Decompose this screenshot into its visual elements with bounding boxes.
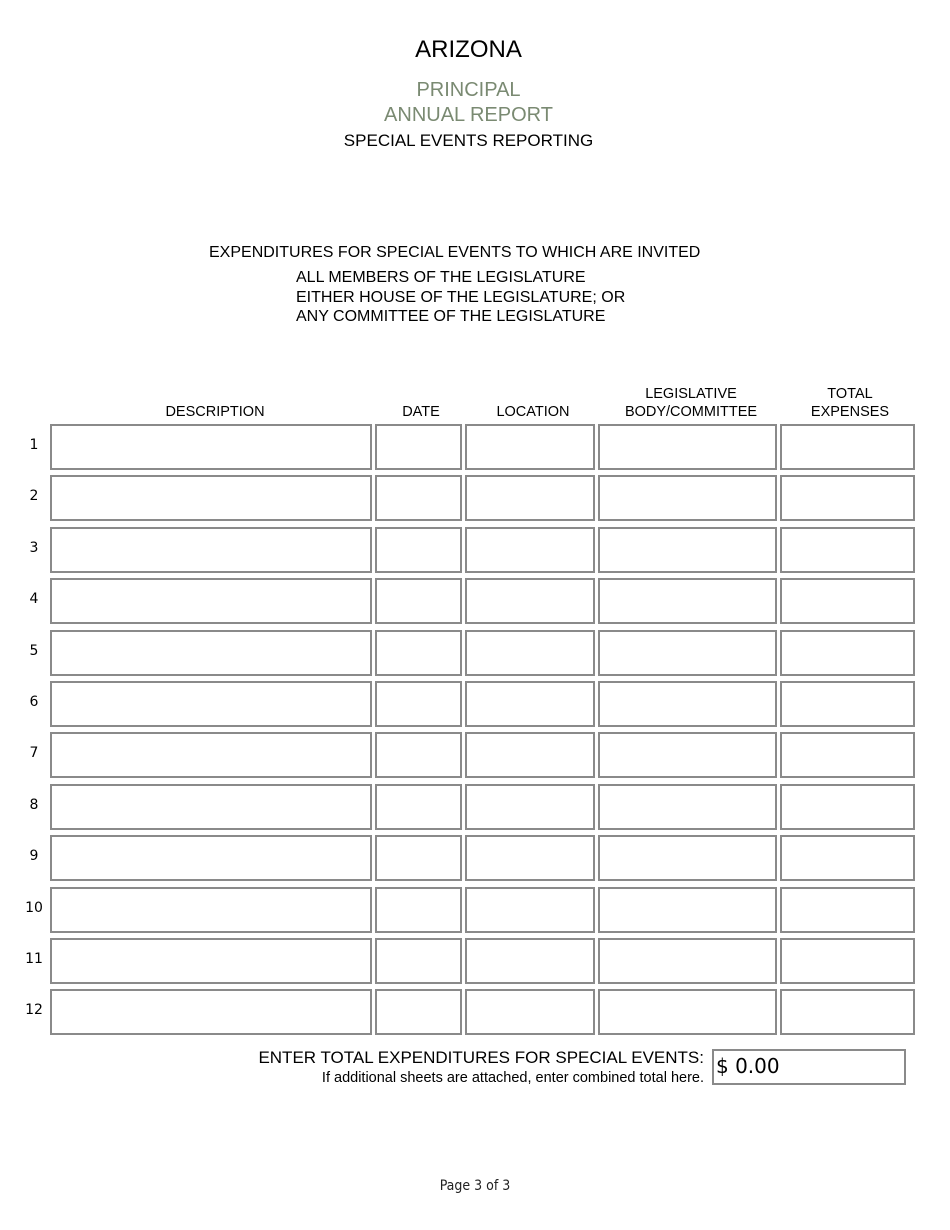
column-header-total-line1: TOTAL xyxy=(827,386,873,402)
date-field[interactable] xyxy=(375,475,462,521)
legislative-body-field[interactable] xyxy=(598,630,777,676)
location-field[interactable] xyxy=(465,475,595,521)
legislative-body-field[interactable] xyxy=(598,732,777,778)
legislative-body-field[interactable] xyxy=(598,578,777,624)
total-expenses-field[interactable] xyxy=(780,527,915,573)
total-expenses-field[interactable] xyxy=(780,989,915,1035)
date-field[interactable] xyxy=(375,681,462,727)
row-number: 10 xyxy=(25,900,43,916)
row-number: 12 xyxy=(25,1002,43,1018)
report-type-line2: ANNUAL REPORT xyxy=(384,104,553,126)
description-field[interactable] xyxy=(50,424,372,470)
total-expenses-field[interactable] xyxy=(780,732,915,778)
total-expenses-field[interactable] xyxy=(780,630,915,676)
state-title: ARIZONA xyxy=(415,36,522,63)
legislative-body-field[interactable] xyxy=(598,835,777,881)
report-section-title: SPECIAL EVENTS REPORTING xyxy=(343,131,594,150)
location-field[interactable] xyxy=(465,578,595,624)
date-field[interactable] xyxy=(375,784,462,830)
total-expenses-field[interactable] xyxy=(780,578,915,624)
invitee-line: EITHER HOUSE OF THE LEGISLATURE; OR xyxy=(296,289,626,306)
total-expenses-field[interactable] xyxy=(780,424,915,470)
date-field[interactable] xyxy=(375,630,462,676)
row-number: 9 xyxy=(29,848,39,864)
row-number: 5 xyxy=(29,643,39,659)
legislative-body-field[interactable] xyxy=(598,681,777,727)
total-expenses-field[interactable] xyxy=(780,887,915,933)
total-expenditures-label: ENTER TOTAL EXPENDITURES FOR SPECIAL EVENTS: xyxy=(258,1048,704,1067)
total-expenditures-note: If additional sheets are attached, enter combined total here. xyxy=(321,1070,704,1086)
description-field[interactable] xyxy=(50,527,372,573)
date-field[interactable] xyxy=(375,578,462,624)
total-expenses-field[interactable] xyxy=(780,784,915,830)
column-header-location: LOCATION xyxy=(496,404,570,420)
column-header-total-line2: EXPENSES xyxy=(810,404,890,420)
row-number: 3 xyxy=(29,540,39,556)
legislative-body-field[interactable] xyxy=(598,424,777,470)
description-field[interactable] xyxy=(50,784,372,830)
invitee-line: ANY COMMITTEE OF THE LEGISLATURE xyxy=(296,308,606,325)
location-field[interactable] xyxy=(465,938,595,984)
page-number: Page 3 of 3 xyxy=(439,1178,511,1194)
expenditures-heading: EXPENDITURES FOR SPECIAL EVENTS TO WHICH ARE INVITED xyxy=(209,244,701,261)
legislative-body-field[interactable] xyxy=(598,475,777,521)
row-number: 7 xyxy=(29,745,39,761)
description-field[interactable] xyxy=(50,989,372,1035)
date-field[interactable] xyxy=(375,887,462,933)
row-number: 6 xyxy=(29,694,39,710)
column-header-legislative-line2: BODY/COMMITTEE xyxy=(624,404,758,420)
row-number: 2 xyxy=(29,488,39,504)
total-expenses-field[interactable] xyxy=(780,681,915,727)
report-type-line1: PRINCIPAL xyxy=(416,79,521,101)
row-number: 1 xyxy=(29,437,39,453)
description-field[interactable] xyxy=(50,732,372,778)
legislative-body-field[interactable] xyxy=(598,527,777,573)
description-field[interactable] xyxy=(50,630,372,676)
description-field[interactable] xyxy=(50,475,372,521)
legislative-body-field[interactable] xyxy=(598,784,777,830)
location-field[interactable] xyxy=(465,835,595,881)
location-field[interactable] xyxy=(465,732,595,778)
date-field[interactable] xyxy=(375,732,462,778)
description-field[interactable] xyxy=(50,938,372,984)
date-field[interactable] xyxy=(375,989,462,1035)
column-header-date: DATE xyxy=(402,404,440,420)
total-expenses-field[interactable] xyxy=(780,475,915,521)
legislative-body-field[interactable] xyxy=(598,938,777,984)
date-field[interactable] xyxy=(375,424,462,470)
location-field[interactable] xyxy=(465,989,595,1035)
total-expenses-field[interactable] xyxy=(780,835,915,881)
row-number: 8 xyxy=(29,797,39,813)
legislative-body-field[interactable] xyxy=(598,887,777,933)
location-field[interactable] xyxy=(465,630,595,676)
location-field[interactable] xyxy=(465,527,595,573)
column-header-description: DESCRIPTION xyxy=(165,404,265,420)
date-field[interactable] xyxy=(375,527,462,573)
total-expenses-field[interactable] xyxy=(780,938,915,984)
description-field[interactable] xyxy=(50,887,372,933)
total-expenditures-field[interactable]: $ 0.00 xyxy=(712,1049,906,1085)
column-header-total-expenses xyxy=(780,385,920,421)
description-field[interactable] xyxy=(50,578,372,624)
location-field[interactable] xyxy=(465,784,595,830)
row-number: 11 xyxy=(25,951,43,967)
row-number: 4 xyxy=(29,591,39,607)
column-header-legislative-body xyxy=(598,385,784,421)
legislative-body-field[interactable] xyxy=(598,989,777,1035)
location-field[interactable] xyxy=(465,424,595,470)
column-header-legislative-line1: LEGISLATIVE xyxy=(645,386,737,402)
location-field[interactable] xyxy=(465,887,595,933)
description-field[interactable] xyxy=(50,681,372,727)
description-field[interactable] xyxy=(50,835,372,881)
date-field[interactable] xyxy=(375,938,462,984)
location-field[interactable] xyxy=(465,681,595,727)
date-field[interactable] xyxy=(375,835,462,881)
invitee-line: ALL MEMBERS OF THE LEGISLATURE xyxy=(296,269,586,286)
